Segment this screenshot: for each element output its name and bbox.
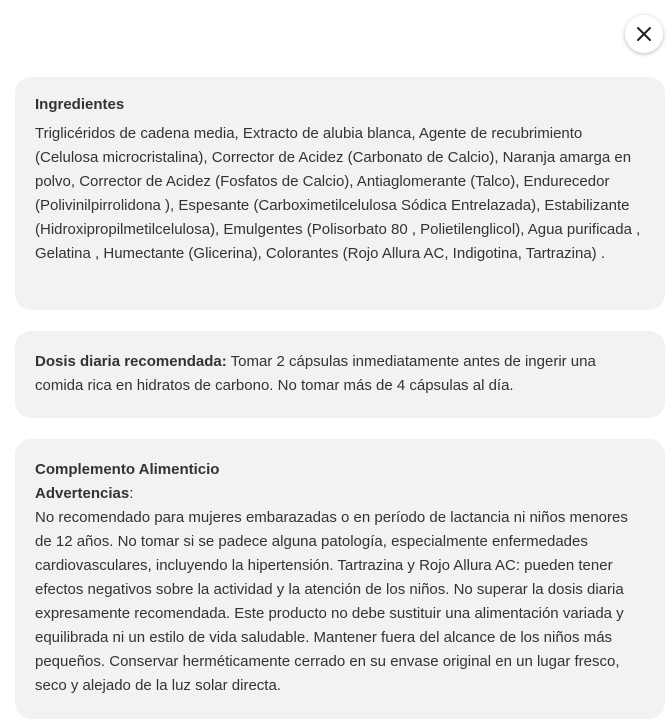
warnings-colon: :: [129, 485, 134, 502]
warnings-text: No recomendado para mujeres embarazadas o en período de lactancia ni niños menores de 12 años. No tomar si se padece alguna patología, especialmente enfermedades cardiovasculares, incluyendo la hipertensión. Tartrazina y Rojo Allura AC: pueden tener efectos negativos sobre la actividad y la atención de los niños. No superar la dosis diaria expresamente recomendada. Este producto no debe sustituir una alimentación variada y equilibrada ni un estilo de vida saludable. Mantener fuera del alcance de los niños más pequeños. Conservar herméticamente cerrado en su envase original en un lugar fresco, seco y alejado de la luz solar directa.: [35, 509, 628, 694]
dosage-text: Tomar 2 cápsulas inmediatamente antes de ingerir una comida rica en hidratos de carbono. No tomar más de 4 cápsulas al día.: [35, 353, 596, 394]
dosage-card: [15, 331, 665, 418]
close-button[interactable]: [625, 15, 663, 53]
ingredients-card: [15, 77, 665, 310]
warnings-card: [15, 439, 665, 719]
ingredients-title: Ingredientes: [35, 96, 125, 113]
close-icon: [636, 26, 652, 42]
warnings-label: Advertencias: [35, 485, 130, 502]
warnings-label-line: [35, 482, 645, 506]
ingredients-text: Triglicéridos de cadena media, Extracto de alubia blanca, Agente de recubrimiento (Celulosa microcristalina), Corrector de Acidez (Carbonato de Calcio), Naranja amarga en polvo, Corrector de Acidez (Fosfatos de Calcio), Antiaglomerante (Talco), Endurecedor (Polivinilpirrolidona ), Espesante (Carboximetilcelulosa Sódica Entrelazada), Estabilizante (Hidroxipropilmetilcelulosa), Emulgentes (Polisorbato 80 , Polietilenglicol), Agua purificada , Gelatina , Humectante (Glicerina), Colorantes (Rojo Allura AC, Indigotina, Tartrazina) .: [35, 125, 641, 262]
dosage-label: Dosis diaria recomendada:: [35, 353, 227, 370]
dosage-paragraph: [35, 350, 645, 398]
warnings-title: Complemento Alimenticio: [35, 461, 220, 478]
